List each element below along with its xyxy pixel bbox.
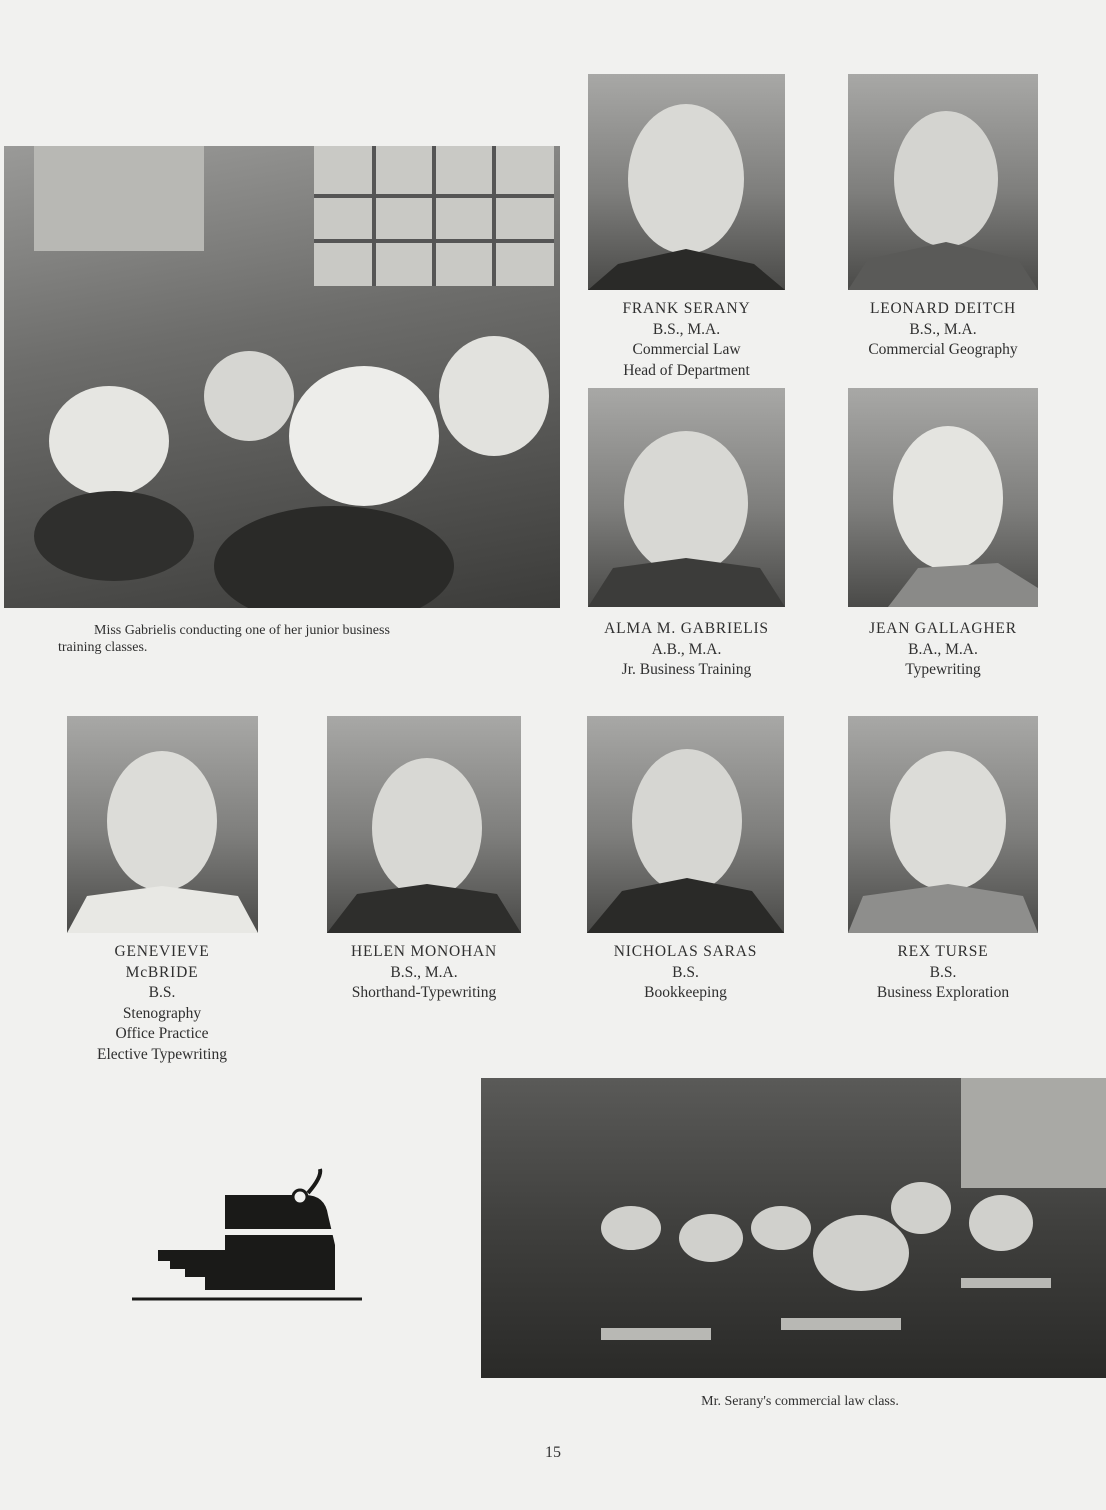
caption-nicholas-saras: NICHOLAS SARAS B.S. Bookkeeping bbox=[613, 943, 758, 1001]
portrait-helen-monohan bbox=[327, 716, 521, 933]
junior-class-photo bbox=[4, 146, 560, 608]
caption-jean-gallagher: JEAN GALLAGHER B.A., M.A. Typewriting bbox=[869, 620, 1017, 678]
law-class-caption: Mr. Serany's commercial law class. bbox=[701, 1394, 899, 1409]
page-number: 15 bbox=[545, 1444, 561, 1461]
caption-rex-turse: REX TURSE B.S. Business Exploration bbox=[876, 943, 1010, 1001]
caption-alma-gabrielis: ALMA M. GABRIELIS A.B., M.A. Jr. Business Training bbox=[604, 620, 769, 678]
caption-helen-monohan: HELEN MONOHAN B.S., M.A. Shorthand-Typewriting bbox=[350, 943, 497, 1001]
portrait-rex-turse bbox=[848, 716, 1038, 933]
portrait-genevieve-mcbride bbox=[67, 716, 258, 933]
typewriter-icon bbox=[130, 1165, 362, 1305]
junior-class-caption: Miss Gabrielis conducting one of her junior business training classes. bbox=[58, 623, 390, 655]
law-class-photo bbox=[481, 1078, 1106, 1378]
portrait-jean-gallagher bbox=[848, 388, 1038, 607]
portrait-nicholas-saras bbox=[587, 716, 784, 933]
portrait-frank-serany bbox=[588, 74, 785, 290]
caption-genevieve-mcbride: GENEVIEVE McBRIDE B.S. Stenography Office Practice Elective Typewriting bbox=[97, 943, 227, 1063]
portrait-leonard-deitch bbox=[848, 74, 1038, 290]
portrait-alma-gabrielis bbox=[588, 388, 785, 607]
caption-frank-serany: FRANK SERANY B.S., M.A. Commercial Law Head of Department bbox=[622, 300, 751, 379]
caption-leonard-deitch: LEONARD DEITCH B.S., M.A. Commercial Geography bbox=[868, 300, 1018, 358]
